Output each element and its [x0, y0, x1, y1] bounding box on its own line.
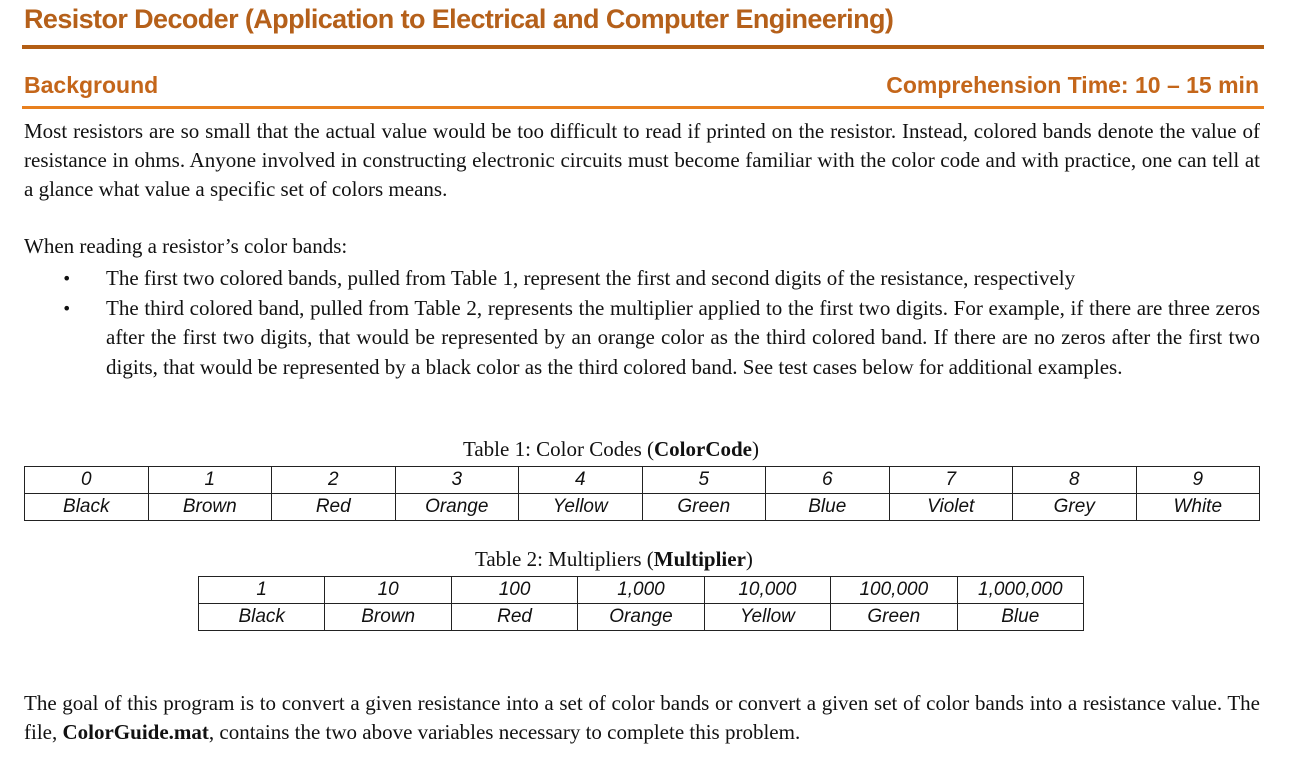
value-cell: 10 [325, 577, 451, 604]
color-name-cell: Brown [148, 494, 272, 521]
file-name: ColorGuide.mat [62, 720, 209, 744]
goal-paragraph [24, 689, 1260, 747]
value-cell: 5 [642, 467, 766, 494]
value-cell: 7 [889, 467, 1013, 494]
value-cell: 1,000,000 [957, 577, 1083, 604]
value-cell: 9 [1136, 467, 1260, 494]
bullet-item: • The third colored band, pulled from Table 2, represents the multiplier applied to the first two digits. For example, if there are three zeros after the first two digits, that would be represented by an orange color as the third colored band. If there are no zeros after the first two digits, that would be represented by a black color as the third colored band. See test cases below for additional examples. [106, 294, 1260, 383]
value-cell: 100 [451, 577, 577, 604]
color-name-cell: Green [831, 604, 957, 631]
value-cell: 100,000 [831, 577, 957, 604]
page-title: Resistor Decoder (Application to Electrical and Computer Engineering) [24, 4, 894, 34]
color-code-table [24, 466, 1260, 521]
value-cell: 6 [766, 467, 890, 494]
section-heading: Background [24, 72, 159, 98]
caption-text: Table 2: Multipliers ( [475, 547, 654, 571]
goal-text: The goal of this program is to convert a given resistance into a set of color bands or convert a given set of color bands into a resistance value. The file, [24, 691, 1260, 744]
caption-variable: Multiplier [653, 547, 746, 571]
color-name-cell: Brown [325, 604, 451, 631]
color-name-cell: Orange [395, 494, 519, 521]
value-cell: 2 [272, 467, 396, 494]
value-cell: 3 [395, 467, 519, 494]
goal-text: , contains the two above variables necessary to complete this problem. [208, 720, 801, 744]
caption-text: ) [745, 547, 753, 571]
value-cell: 10,000 [704, 577, 830, 604]
reading-lead: When reading a resistor’s color bands: [24, 234, 348, 258]
title-divider [22, 45, 1264, 49]
color-name-cell: Black [25, 494, 149, 521]
value-cell: 1 [148, 467, 272, 494]
comprehension-time: Comprehension Time: 10 – 15 min [886, 72, 1259, 98]
color-name-cell: Yellow [519, 494, 643, 521]
color-name-cell: Orange [578, 604, 704, 631]
section-divider [22, 106, 1264, 109]
color-name-cell: White [1136, 494, 1260, 521]
caption-variable: ColorCode [654, 437, 752, 461]
caption-text: ) [752, 437, 759, 461]
color-name-cell: Blue [766, 494, 890, 521]
multiplier-table [198, 576, 1084, 631]
color-name-cell: Violet [889, 494, 1013, 521]
value-cell: 4 [519, 467, 643, 494]
table2-caption [475, 547, 753, 572]
value-cell: 0 [25, 467, 149, 494]
color-name-cell: Blue [957, 604, 1083, 631]
color-name-cell: Grey [1013, 494, 1137, 521]
value-cell: 1,000 [578, 577, 704, 604]
reading-bullets [24, 264, 1260, 382]
value-cell: 8 [1013, 467, 1137, 494]
color-name-cell: Yellow [704, 604, 830, 631]
caption-text: Table 1: Color Codes ( [463, 437, 654, 461]
bullet-item: • The first two colored bands, pulled from Table 1, represent the first and second digits of the resistance, respectively [106, 264, 1260, 294]
intro-paragraph: Most resistors are so small that the actual value would be too difficult to read if printed on the resistor. Instead, colored bands denote the value of resistance in ohms. Anyone involved in constructing electronic circuits must become familiar with the color code and with practice, one can tell at a glance what value a specific set of colors means. [24, 119, 1260, 201]
value-cell: 1 [199, 577, 325, 604]
color-name-cell: Black [199, 604, 325, 631]
color-name-cell: Red [272, 494, 396, 521]
color-name-cell: Red [451, 604, 577, 631]
table1-caption [463, 437, 759, 462]
color-name-cell: Green [642, 494, 766, 521]
